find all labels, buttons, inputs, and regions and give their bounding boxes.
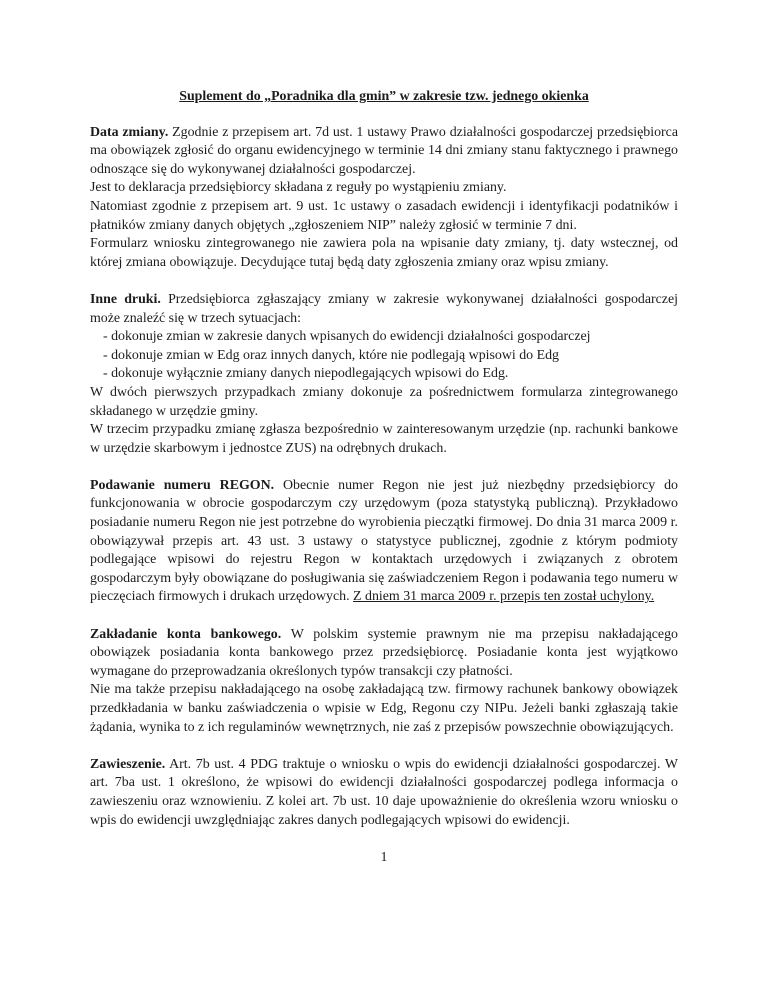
paragraph-text: W polskim systemie prawnym nie ma przepisu nakładającego obowiązek posiadania konta bankowego przez przedsiębiorcę. Posiadanie konta jest wyjątkowo wymagane do przeprowadzania określonych typów transakcji czy płatności.: [90, 626, 678, 679]
paragraph-text: Obecnie numer Regon nie jest już niezbędny przedsiębiorcy do funkcjonowania w obrocie gospodarczym czy urzędowym (poza statystyką publiczną). Przykładowo posiadanie numeru Regon nie jest potrzebne do wyrobienia pieczątki firmowej. Do dnia 31 marca 2009 r. obowiązywał przepis art. 43 ust. 3 ustawy o statystyce publicznej, zgodnie z którym podmioty podlegające wpisowi do rejestru Regon w kontaktach urzędowych i związanych z obrotem gospodarczym były obowiązane do posługiwania się zaświadczeniem Regon i podawania tego numeru w pieczęciach firmowych i drukach urzędowych.: [90, 477, 678, 605]
paragraph: Formularz wniosku zintegrowanego nie zawiera pola na wpisanie daty zmiany, tj. daty wstecznej, od której zmiana obowiązuje. Decydujące tutaj będą daty zgłoszenia zmiany oraz wpisu zmiany.: [90, 236, 678, 270]
section-lead: Inne druki.: [90, 291, 161, 307]
section-lead: Data zmiany.: [90, 124, 169, 140]
page-number: 1: [380, 850, 388, 866]
section-lead: Zawieszenie.: [90, 756, 166, 772]
paragraph: [90, 756, 678, 830]
paragraph: W trzecim przypadku zmianę zgłasza bezpośrednio w zainteresowanym urzędzie (np. rachunki bankowe w urzędzie skarbowym i jednostce ZUS) na odrębnych drukach.: [90, 422, 678, 456]
underlined-sentence: Z dniem 31 marca 2009 r. przepis ten został uchylony.: [353, 589, 655, 605]
paragraph-text: Art. 7b ust. 4 PDG traktuje o wniosku o wpis do ewidencji działalności gospodarczej. W art. 7ba ust. 1 określono, że wpisowi do ewidencji działalności gospodarczej podlega informacja o zawieszeniu oraz wznowieniu. Z kolei art. 7b ust. 10 daje upoważnienie do określenia wzoru wniosku o wpis do ewidencji uwzględniając zakres danych podlegających wpisowi do ewidencji.: [90, 756, 678, 828]
paragraph-text: Przedsiębiorca zgłaszający zmiany w zakresie wykonywanej działalności gospodarczej może znaleźć się w trzech sytuacjach:: [90, 291, 678, 326]
section-lead: Podawanie numeru REGON.: [90, 477, 275, 493]
paragraph: Jest to deklaracja przedsiębiorcy składana z reguły po wystąpieniu zmiany.: [90, 180, 507, 196]
section-konto-bankowe: [90, 626, 678, 738]
section-zawieszenie: [90, 756, 678, 830]
section-data-zmiany: [90, 124, 678, 273]
paragraph-text: Zgodnie z przepisem art. 7d ust. 1 ustawy Prawo działalności gospodarczej przedsiębiorca ma obowiązek zgłosić do organu ewidencyjnego w terminie 14 dni zmiany stanu faktycznego i prawnego odnoszące się do wykonywanej działalności gospodarczej.: [90, 124, 678, 177]
paragraph: Nie ma także przepisu nakładającego na osobę zakładającą tzw. firmowy rachunek bankowy obowiązek przedkładania w banku zaświadczenia o wpisie w Edg, Regonu czy NIPu. Jeżeli banki zgłaszają takie żądania, wynika to z ich regulaminów wewnętrznych, nie zaś z przepisów powszechnie obowiązujących.: [90, 682, 678, 735]
paragraph: [90, 124, 678, 180]
section-lead: Zakładanie konta bankowego.: [90, 626, 282, 642]
paragraph: [90, 477, 678, 607]
paragraph: [90, 626, 678, 682]
paragraph: Natomiast zgodnie z przepisem art. 9 ust. 1c ustawy o zasadach ewidencji i identyfikacji podatników i płatników zmiany danych objętych „zgłoszeniem NIP” należy zgłosić w terminie 7 dni.: [90, 198, 678, 233]
section-regon: [90, 477, 678, 607]
list-item: - dokonuje zmian w Edg oraz innych danych, które nie podlegają wpisowi do Edg: [103, 347, 559, 363]
section-inne-druki: [90, 291, 678, 458]
list-item: - dokonuje zmian w zakresie danych wpisanych do ewidencji działalności gospodarczej: [103, 329, 591, 345]
list-item: - dokonuje wyłącznie zmiany danych niepodlegających wpisowi do Edg.: [103, 366, 509, 382]
paragraph: [90, 291, 678, 328]
paragraph: W dwóch pierwszych przypadkach zmiany dokonuje za pośrednictwem formularza zintegrowanego składanego w urzędzie gminy.: [90, 384, 678, 419]
doc-title: Suplement do „Poradnika dla gmin” w zakresie tzw. jednego okienka: [179, 89, 589, 104]
